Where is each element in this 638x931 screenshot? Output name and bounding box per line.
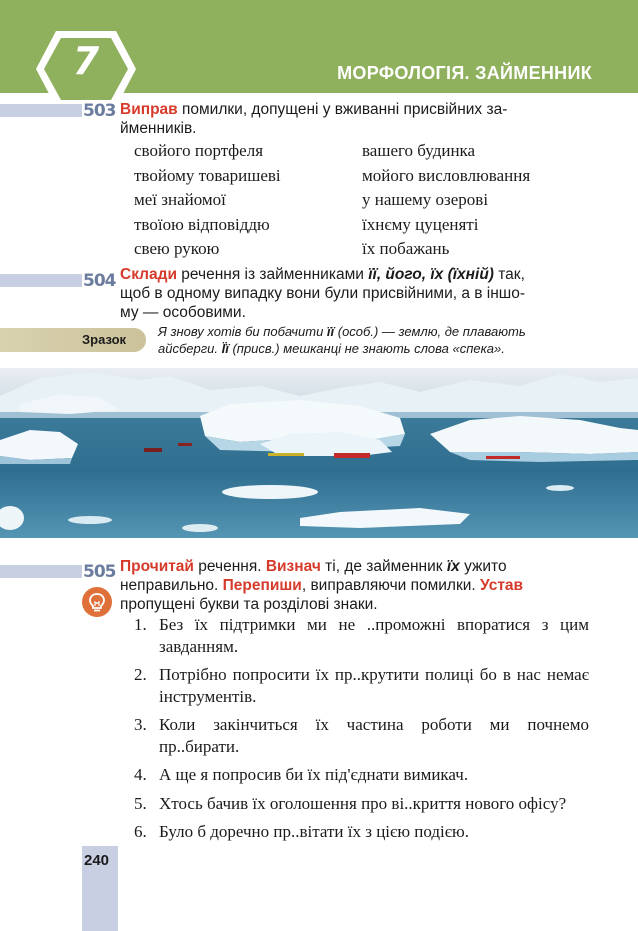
list-item: 2. Потрібно попросити їх пр..крутити полиці бо в нас немає інструментів.	[134, 665, 589, 706]
word-item: вашего будинка	[362, 141, 476, 160]
sample-label: Зразок	[82, 332, 127, 347]
exercise-bar-503	[0, 104, 82, 117]
word-item: їхнєму цуценяті	[362, 214, 479, 234]
list-item: 3. Коли закінчиться їх частина роботи ми почнемо пр..бирати.	[134, 715, 589, 756]
list-item: 6. Було б доречно пр..вітати їх з цією подією.	[134, 822, 469, 841]
exercise-503-instruction: Виправ помилки, допущені у вживанні присвійних за- йменників.	[120, 101, 508, 137]
iceberg-photo	[0, 368, 638, 538]
exercise-505-instruction: Прочитай речення. Визнач ті, де займенник їх ужито неправильно. Перепиши, виправляючи помилки. Устав пропущені букви та розділові знаки.	[120, 558, 524, 613]
word-item: у нашему озерові	[362, 190, 489, 209]
sentence-list	[134, 614, 589, 850]
word-list-right	[362, 139, 530, 262]
word-item: меї знайомої	[134, 190, 226, 209]
word-item: твоїою відповіддю	[134, 214, 270, 234]
exercise-504-instruction: Склади речення із займенниками її, його, їх (їхній) так, щоб в одному випадку вони були присвійними, а в іншо- му — особовими.	[120, 266, 526, 321]
page-number: 240	[84, 852, 110, 869]
word-list-left	[134, 139, 281, 262]
word-item: свею рукою	[134, 239, 220, 258]
verb-vyprav: Виправ	[120, 101, 178, 118]
list-item: 1. Без їх підтримки ми не ..проможні впоратися з цим завданням.	[134, 615, 589, 656]
word-item: свойого портфеля	[134, 141, 264, 160]
exercise-number-505: 505	[83, 562, 116, 582]
sample-text: Я знову хотів би побачити її (особ.) — землю, де плавають айсберги. Її (присв.) мешканці не знають слова «спека».	[158, 324, 526, 356]
list-item: 4. А ще я попросив би їх під'єднати вимикач.	[134, 765, 469, 784]
verb-sklady: Склади	[120, 266, 177, 283]
pronoun-list: її, його, їх (їхній)	[368, 266, 494, 283]
exercise-number-503: 503	[83, 101, 116, 121]
chapter-number: 7	[72, 39, 100, 83]
exercise-bar-504	[0, 274, 82, 287]
chapter-title: МОРФОЛОГІЯ. ЗАЙМЕННИК	[337, 63, 592, 83]
lightbulb-icon	[82, 587, 112, 617]
word-item: їх побажань	[362, 239, 450, 258]
exercise-bar-505	[0, 565, 82, 578]
word-item: твойому товаришеві	[134, 165, 281, 185]
word-item: мойого висловлювання	[362, 165, 531, 185]
list-item: 5. Хтось бачив їх оголошення про ві..криття нового офісу?	[134, 793, 567, 813]
chapter-badge	[34, 27, 138, 111]
exercise-number-504: 504	[83, 271, 116, 291]
